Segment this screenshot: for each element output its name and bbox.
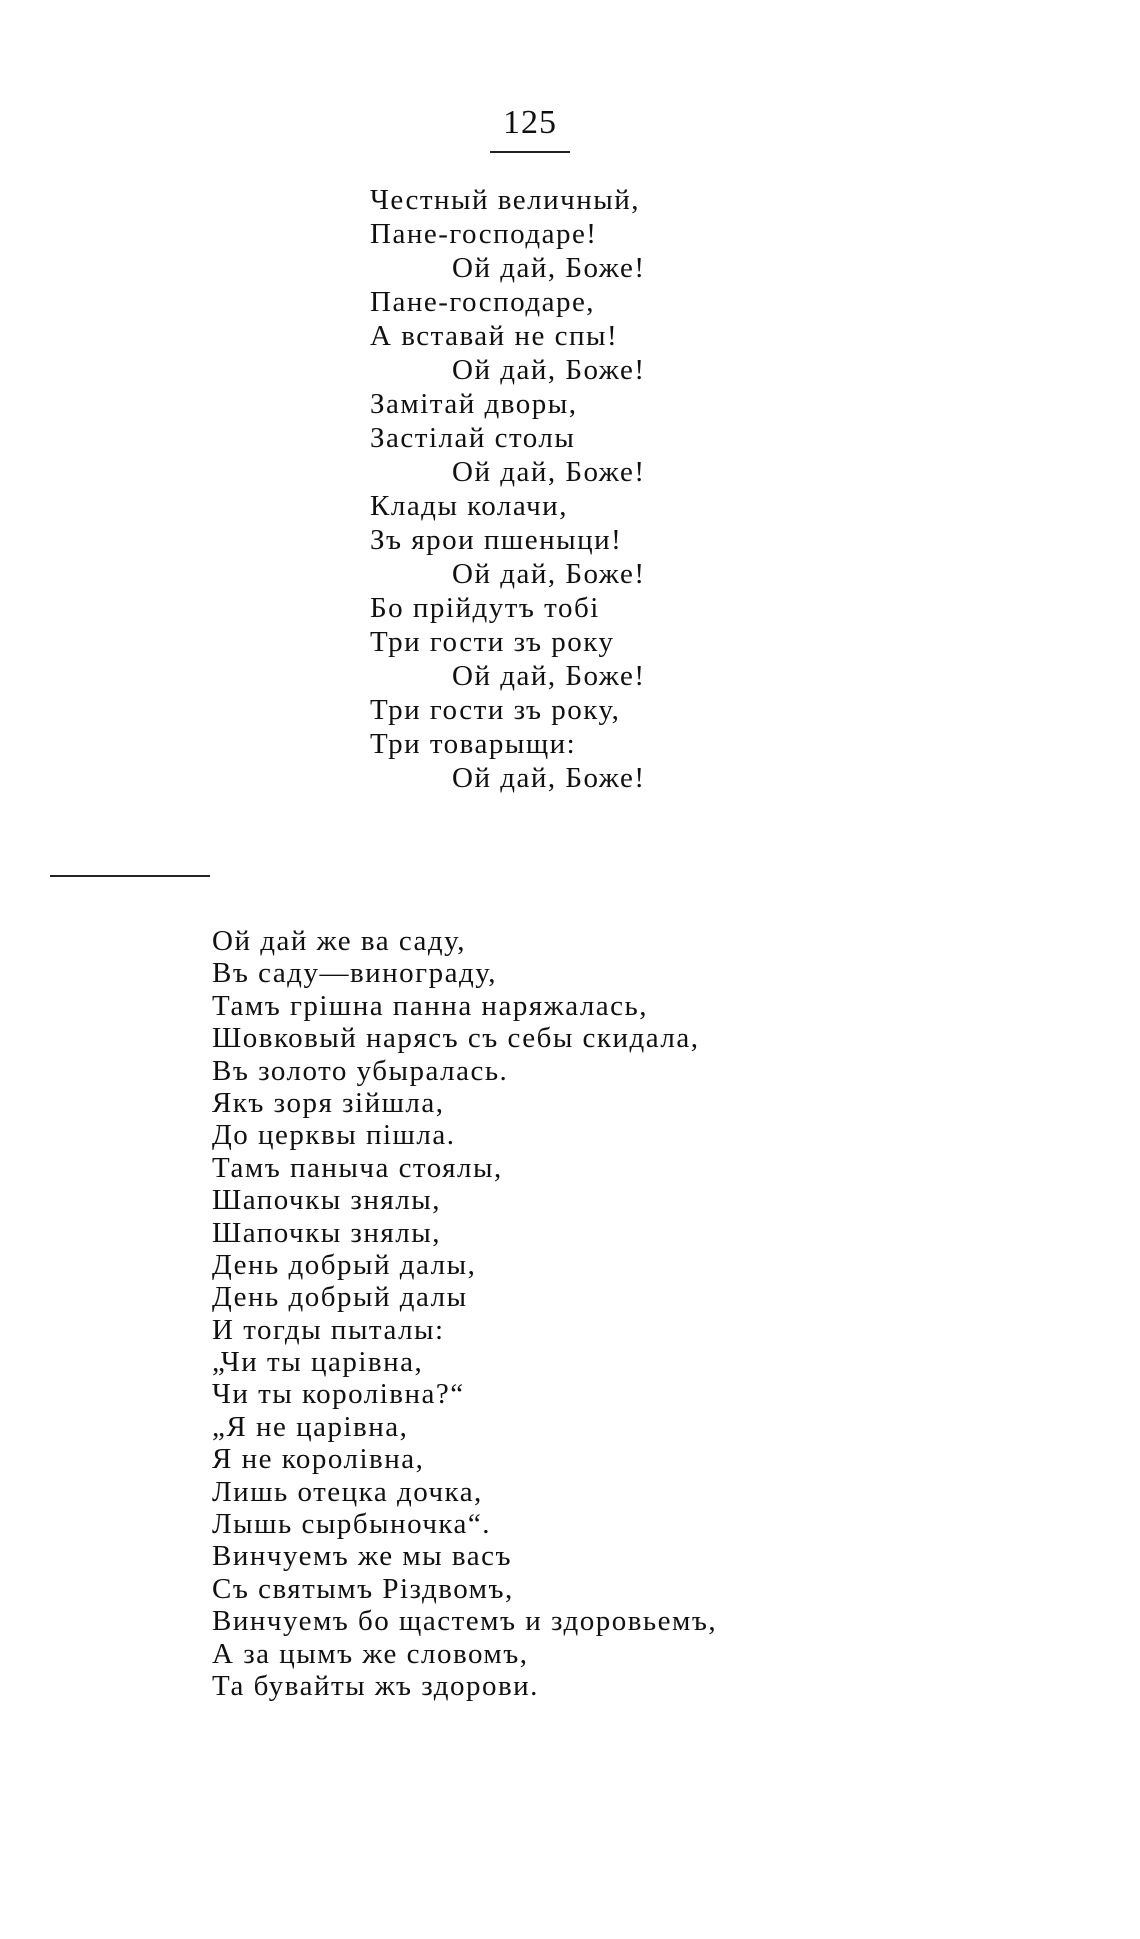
poem-1-line: Бо прійдутъ тобі bbox=[370, 592, 600, 624]
poem-2-line: Тамъ грішна панна наряжалась, bbox=[212, 989, 649, 1022]
poem-1-line: Зъ ярои пшеныци! bbox=[370, 524, 623, 556]
page-number-rule bbox=[490, 151, 570, 153]
poem-1-refrain-line: Ой дай, Боже! bbox=[452, 354, 646, 386]
poem-2-line: И тогды пыталы: bbox=[212, 1313, 445, 1346]
poem-2-line: Тамъ паныча стоялы, bbox=[212, 1151, 503, 1184]
poem-2-line: Въ золото убыралась. bbox=[212, 1054, 509, 1087]
page-number: 125 bbox=[503, 104, 557, 141]
poem-2-line: Шапочкы знялы, bbox=[212, 1184, 441, 1217]
poem-1 bbox=[370, 183, 645, 795]
poem-2-line: Винчуемъ бо щастемъ и здоровьемъ, bbox=[212, 1605, 718, 1638]
poem-2 bbox=[212, 925, 717, 1702]
poem-2-line: Въ саду—винограду, bbox=[212, 957, 498, 990]
poem-1-refrain-line: Ой дай, Боже! bbox=[452, 558, 646, 590]
poem-1-refrain-line: Ой дай, Боже! bbox=[452, 252, 646, 284]
poem-2-line: Лишь отецка дочка, bbox=[212, 1475, 483, 1508]
poem-1-line: Три товарыщи: bbox=[370, 728, 577, 760]
poem-2-line: „Чи ты царівна, bbox=[212, 1346, 424, 1379]
poem-1-line: А вставай не спы! bbox=[370, 320, 619, 352]
poem-1-line: Замітай дворы, bbox=[370, 388, 578, 420]
poem-2-line: Та бувайты жъ здорови. bbox=[212, 1669, 539, 1702]
poem-2-line: „Я не царівна, bbox=[212, 1410, 409, 1443]
poem-2-line: Винчуемъ же мы васъ bbox=[212, 1540, 512, 1573]
poem-1-line: Честный величный, bbox=[370, 184, 641, 216]
poem-2-line: Чи ты королівна?“ bbox=[212, 1378, 465, 1411]
poem-2-line: Лышь сырбыночка“. bbox=[212, 1508, 492, 1541]
poem-2-line: День добрый далы, bbox=[212, 1248, 477, 1281]
poem-1-refrain-line: Ой дай, Боже! bbox=[452, 456, 646, 488]
poem-2-line: Я не королівна, bbox=[212, 1443, 425, 1476]
poem-2-line: До церквы пішла. bbox=[212, 1119, 456, 1152]
poem-2-line: Ой дай же ва саду, bbox=[212, 925, 467, 957]
poem-1-line: Пане-господаре! bbox=[370, 218, 598, 250]
poem-1-refrain-line: Ой дай, Боже! bbox=[452, 762, 646, 794]
poem-2-line: Шапочкы знялы, bbox=[212, 1216, 441, 1249]
poem-2-line: Съ святымъ Різдвомъ, bbox=[212, 1572, 514, 1605]
poem-2-line: Якъ зоря зійшла, bbox=[212, 1086, 445, 1119]
poem-2-line: А за цымъ же словомъ, bbox=[212, 1637, 529, 1670]
poem-1-line: Клады колачи, bbox=[370, 490, 568, 522]
section-divider bbox=[50, 875, 210, 877]
poem-1-refrain-line: Ой дай, Боже! bbox=[452, 660, 646, 692]
poem-1-line: Три гости зъ року bbox=[370, 626, 615, 658]
poem-2-line: День добрый далы bbox=[212, 1281, 468, 1314]
poem-2-line: Шовковый нарясъ съ себы скидала, bbox=[212, 1022, 700, 1055]
poem-1-line: Три гости зъ року, bbox=[370, 694, 621, 726]
poem-1-line: Застілай столы bbox=[370, 422, 576, 454]
poem-1-line: Пане-господаре, bbox=[370, 286, 596, 318]
